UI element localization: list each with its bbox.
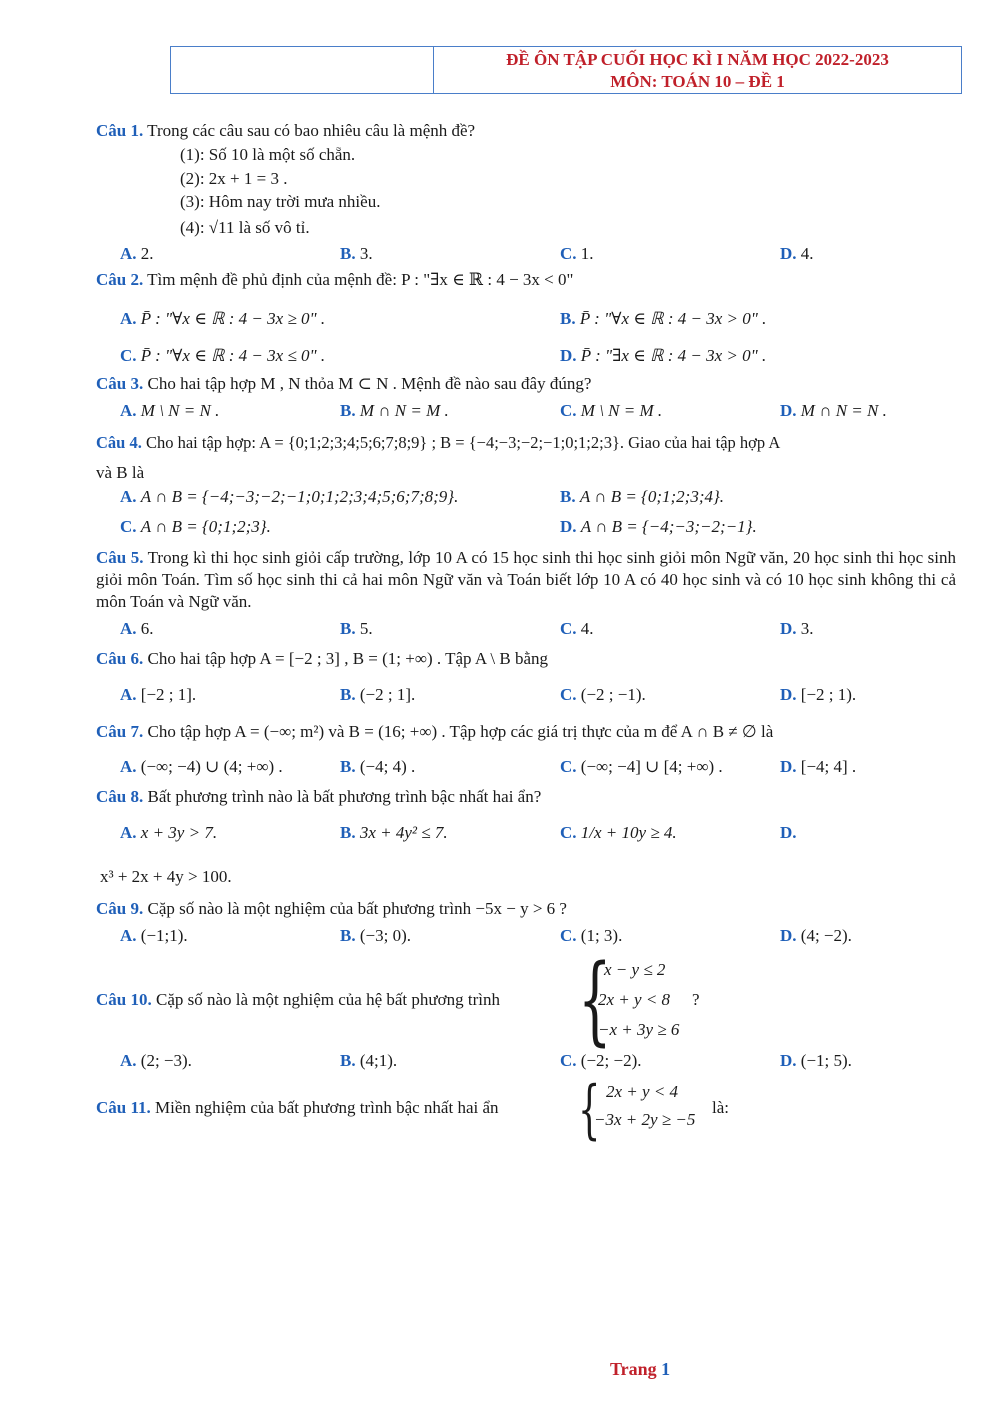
q1-statement-4: (4): √11 là số vô tỉ. [180, 218, 310, 237]
q4-option-d[interactable]: D. A ∩ B = {−4;−3;−2;−1}. [560, 517, 757, 536]
question-5: Câu 5. Trong kì thi học sinh giỏi cấp trường, lớp 10 A có 15 học sinh thi học sinh giỏi môn Ngữ văn, 20 học sinh thi học sinh giỏi môn Toán. Tìm số học sinh thi cả hai môn Ngữ văn và Toán biết lớp 10 A có 40 học sinh và có 10 học sinh không thi cả môn Toán và Ngữ văn. [96, 548, 956, 611]
q10-system [598, 955, 679, 1045]
q4-option-c[interactable]: C. A ∩ B = {0;1;2;3}. [120, 517, 271, 536]
q2-option-a[interactable]: A. P̄ : "∀x ∈ ℝ : 4 − 3x ≥ 0" . [120, 309, 326, 328]
q8-option-d-text: x³ + 2x + 4y > 100. [100, 867, 232, 886]
question-6: Câu 6. Cho hai tập hợp A = [−2 ; 3] , B = (1; +∞) . Tập A \ B bằng [96, 649, 549, 668]
q1-option-d[interactable]: D. 4. [780, 244, 814, 263]
header-title [434, 47, 961, 93]
question-9: Câu 9. Cặp số nào là một nghiệm của bất phương trình −5x − y > 6 ? [96, 899, 567, 918]
q6-option-d[interactable]: D. [−2 ; 1). [780, 685, 857, 704]
q1-statement-2: (2): 2x + 1 = 3 . [180, 169, 288, 188]
q9-option-b[interactable]: B. (−3; 0). [340, 926, 411, 945]
q11-system [594, 1078, 695, 1134]
q3-option-a[interactable]: A. M \ N = N . [120, 401, 220, 420]
q7-option-c[interactable]: C. (−∞; −4] ∪ [4; +∞) . [560, 757, 723, 776]
exam-header-box [170, 46, 962, 94]
q1-option-a[interactable]: A. 2. [120, 244, 154, 263]
page-footer [610, 1358, 670, 1380]
q4-option-b[interactable]: B. A ∩ B = {0;1;2;3;4}. [560, 487, 725, 506]
q10-eq2: 2x + y < 8 [598, 990, 671, 1009]
question-4: Câu 4. Cho hai tập hợp: A = {0;1;2;3;4;5;6;7;8;9} ; B = {−4;−3;−2;−1;0;1;2;3}. Giao của hai tập hợp A [96, 433, 781, 452]
q5-option-d[interactable]: D. 3. [780, 619, 814, 638]
q9-option-c[interactable]: C. (1; 3). [560, 926, 623, 945]
question-11: Câu 11. Miền nghiệm của bất phương trình bậc nhất hai ẩn [96, 1098, 499, 1117]
q8-option-a[interactable]: A. x + 3y > 7. [120, 823, 218, 842]
q2-option-b[interactable]: B. P̄ : "∀x ∈ ℝ : 4 − 3x > 0" . [560, 309, 767, 328]
system-brace-10: { [578, 944, 612, 1056]
q5-option-b[interactable]: B. 5. [340, 619, 373, 638]
header-line-1: ĐỀ ÔN TẬP CUỐI HỌC KÌ I NĂM HỌC 2022-2023 [506, 50, 889, 69]
page-number: 1 [661, 1359, 671, 1379]
question-8: Câu 8. Bất phương trình nào là bất phương trình bậc nhất hai ẩn? [96, 787, 542, 806]
q10-option-b[interactable]: B. (4;1). [340, 1051, 398, 1070]
q2-option-d[interactable]: D. P̄ : "∃x ∈ ℝ : 4 − 3x > 0" . [560, 346, 767, 365]
q6-option-b[interactable]: B. (−2 ; 1]. [340, 685, 416, 704]
q3-option-d[interactable]: D. M ∩ N = N . [780, 401, 887, 420]
q7-option-d[interactable]: D. [−4; 4] . [780, 757, 857, 776]
footer-label: Trang [610, 1359, 657, 1379]
question-2: Câu 2. Tìm mệnh đề phủ định của mệnh đề: P : "∃x ∈ ℝ : 4 − 3x < 0" [96, 270, 574, 289]
q11-eq2: −3x + 2y ≥ −5 [594, 1110, 696, 1129]
q10-option-d[interactable]: D. (−1; 5). [780, 1051, 852, 1070]
q11-tail: là: [712, 1098, 729, 1117]
header-line-2: MÔN: TOÁN 10 – ĐỀ 1 [610, 72, 785, 91]
q6-option-c[interactable]: C. (−2 ; −1). [560, 685, 646, 704]
q10-eq3: −x + 3y ≥ 6 [598, 1020, 680, 1039]
q8-option-c[interactable]: C. 1/x + 10y ≥ 4. [560, 823, 677, 842]
q2-option-c[interactable]: C. P̄ : "∀x ∈ ℝ : 4 − 3x ≤ 0" . [120, 346, 326, 365]
q10-tail: ? [692, 990, 700, 1009]
question-10: Câu 10. Cặp số nào là một nghiệm của hệ bất phương trình [96, 990, 500, 1009]
q9-option-d[interactable]: D. (4; −2). [780, 926, 852, 945]
system-brace-11: { [578, 1073, 601, 1147]
q1-option-b[interactable]: B. 3. [340, 244, 373, 263]
q1-statement-3: (3): Hôm nay trời mưa nhiều. [180, 192, 381, 211]
q8-option-b[interactable]: B. 3x + 4y² ≤ 7. [340, 823, 448, 842]
q10-option-c[interactable]: C. (−2; −2). [560, 1051, 642, 1070]
question-1-text: Trong các câu sau có bao nhiêu câu là mệnh đề? [143, 121, 476, 140]
q11-eq1: 2x + y < 4 [606, 1082, 679, 1101]
q4-option-a[interactable]: A. A ∩ B = {−4;−3;−2;−1;0;1;2;3;4;5;6;7;8;9}. [120, 487, 459, 506]
question-4-cont: và B là [96, 463, 145, 482]
q9-option-a[interactable]: A. (−1;1). [120, 926, 188, 945]
q3-option-c[interactable]: C. M \ N = M . [560, 401, 663, 420]
q10-eq1: x − y ≤ 2 [604, 960, 666, 979]
q1-option-c[interactable]: C. 1. [560, 244, 594, 263]
q1-statement-1: (1): Số 10 là một số chẵn. [180, 145, 356, 164]
question-1 [96, 120, 475, 142]
q7-option-b[interactable]: B. (−4; 4) . [340, 757, 416, 776]
q7-option-a[interactable]: A. (−∞; −4) ∪ (4; +∞) . [120, 757, 283, 776]
header-left-cell [171, 47, 434, 93]
question-3: Câu 3. Cho hai tập hợp M , N thỏa M ⊂ N . Mệnh đề nào sau đây đúng? [96, 374, 592, 393]
q5-option-a[interactable]: A. 6. [120, 619, 154, 638]
q5-option-c[interactable]: C. 4. [560, 619, 594, 638]
question-1-label: Câu 1. [96, 121, 144, 140]
q8-option-d[interactable]: D. [780, 823, 797, 842]
question-7: Câu 7. Cho tập hợp A = (−∞; m²) và B = (16; +∞) . Tập hợp các giá trị thực của m để A ∩ B ≠ ∅ là [96, 722, 774, 741]
q6-option-a[interactable]: A. [−2 ; 1]. [120, 685, 197, 704]
q3-option-b[interactable]: B. M ∩ N = M . [340, 401, 449, 420]
q10-option-a[interactable]: A. (2; −3). [120, 1051, 192, 1070]
